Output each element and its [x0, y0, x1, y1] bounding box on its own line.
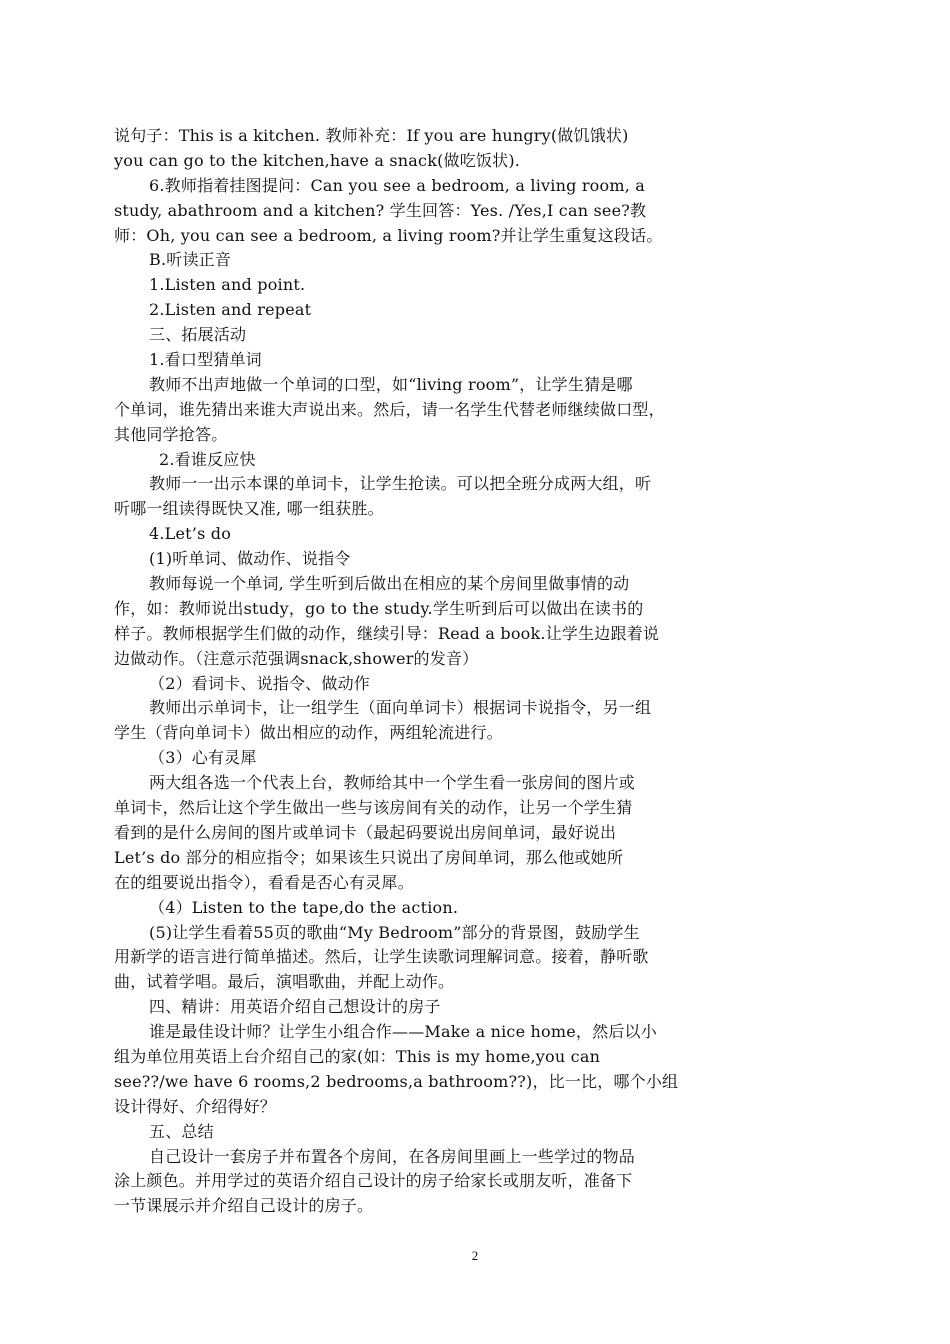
- text-line: 教师出示单词卡，让一组学生（面向单词卡）根据词卡说指令，另一组: [149, 698, 652, 718]
- text-line: 其他同学抢答。: [114, 424, 228, 444]
- section-heading: 三、拓展活动: [149, 325, 247, 345]
- text-line: 组为单位用英语上台介绍自己的家(如：This is my home,you can: [114, 1046, 601, 1066]
- text-line: 涂上颜色。并用学过的英语介绍自己设计的房子给家长或朋友听，准备下: [114, 1171, 633, 1191]
- page-number: 2: [471, 1248, 479, 1263]
- text-line: study, abathroom and a kitchen? 学生回答：Yes. /Yes,I can see?教: [114, 200, 647, 220]
- text-line: 教师每说一个单词, 学生听到后做出在相应的某个房间里做事情的动: [149, 574, 630, 594]
- text-line: 两大组各选一个代表上台，教师给其中一个学生看一张房间的图片或: [149, 773, 636, 793]
- text-line: 看到的是什么房间的图片或单词卡（最起码要说出房间单词，最好说出: [114, 822, 617, 842]
- text-line: 个单词，谁先猜出来谁大声说出来。然后，请一名学生代替老师继续做口型，: [114, 399, 665, 419]
- document-body: [114, 124, 734, 1219]
- text-line: 单词卡，然后让这个学生做出一些与该房间有关的动作，让另一个学生猜: [114, 798, 633, 818]
- text-line: 谁是最佳设计师？让学生小组合作——Make a nice home，然后以小: [149, 1022, 657, 1042]
- text-line: see??/we have 6 rooms,2 bedrooms,a bathroom??)，比一比，哪个小组: [114, 1071, 679, 1091]
- text-line: you can go to the kitchen,have a snack(做吃饭状).: [114, 150, 521, 170]
- text-line: 边做动作。（注意示范强调snack,shower的发音）: [114, 648, 479, 668]
- subsection-heading: 2.看谁反应快: [159, 449, 256, 469]
- text-line: 教师不出声地做一个单词的口型，如“living room”，让学生猜是哪: [149, 374, 633, 394]
- text-line: 2.Listen and repeat: [149, 300, 312, 320]
- subsection-heading: 1.看口型猜单词: [149, 350, 262, 370]
- text-line: 说句子：This is a kitchen. 教师补充：If you are hungry(做饥饿状): [114, 126, 629, 145]
- text-line: 曲，试着学唱。最后，演唱歌曲，并配上动作。: [114, 972, 455, 992]
- section-heading: 四、精讲：用英语介绍自己想设计的房子: [149, 997, 441, 1017]
- text-line: 设计得好、介绍得好？: [114, 1096, 277, 1116]
- text-line: 1.Listen and point.: [149, 275, 306, 295]
- text-line: 教师一一出示本课的单词卡，让学生抢读。可以把全班分成两大组，听: [149, 474, 652, 494]
- section-heading: B.听读正音: [149, 250, 232, 270]
- text-line: 一节课展示并介绍自己设计的房子。: [114, 1196, 374, 1216]
- subsection-heading: 4.Let’s do: [149, 524, 232, 544]
- text-line: 作，如：教师说出study，go to the study.学生听到后可以做出在读书的: [114, 598, 644, 618]
- text-line: 6.教师指着挂图提问：Can you see a bedroom, a living room, a: [149, 175, 646, 195]
- text-line: 学生（背向单词卡）做出相应的动作，两组轮流进行。: [114, 723, 503, 743]
- subsection-heading: （2）看词卡、说指令、做动作: [149, 673, 370, 693]
- text-line: 师：Oh, you can see a bedroom, a living room?并让学生重复这段话。: [114, 225, 663, 245]
- subsection-heading: （3）心有灵犀: [149, 748, 257, 768]
- text-line: Let’s do 部分的相应指令；如果该生只说出了房间单词，那么他或她所: [114, 847, 624, 867]
- subsection-heading: (1)听单词、做动作、说指令: [149, 549, 351, 569]
- text-line: (5)让学生看着55页的歌曲“My Bedroom”部分的背景图，鼓励学生: [149, 922, 640, 942]
- subsection-heading: （4）Listen to the tape,do the action.: [149, 897, 459, 917]
- text-line: 用新学的语言进行简单描述。然后，让学生读歌词理解词意。接着，静听歌: [114, 947, 649, 967]
- section-heading: 五、总结: [149, 1121, 214, 1141]
- text-line: 自己设计一套房子并布置各个房间，在各房间里画上一些学过的物品: [149, 1146, 636, 1166]
- text-line: 听哪一组读得既快又准, 哪一组获胜。: [114, 499, 384, 519]
- text-line: 样子。教师根据学生们做的动作，继续引导：Read a book.让学生边跟着说: [114, 623, 660, 643]
- text-line: 在的组要说出指令），看看是否心有灵犀。: [114, 872, 414, 892]
